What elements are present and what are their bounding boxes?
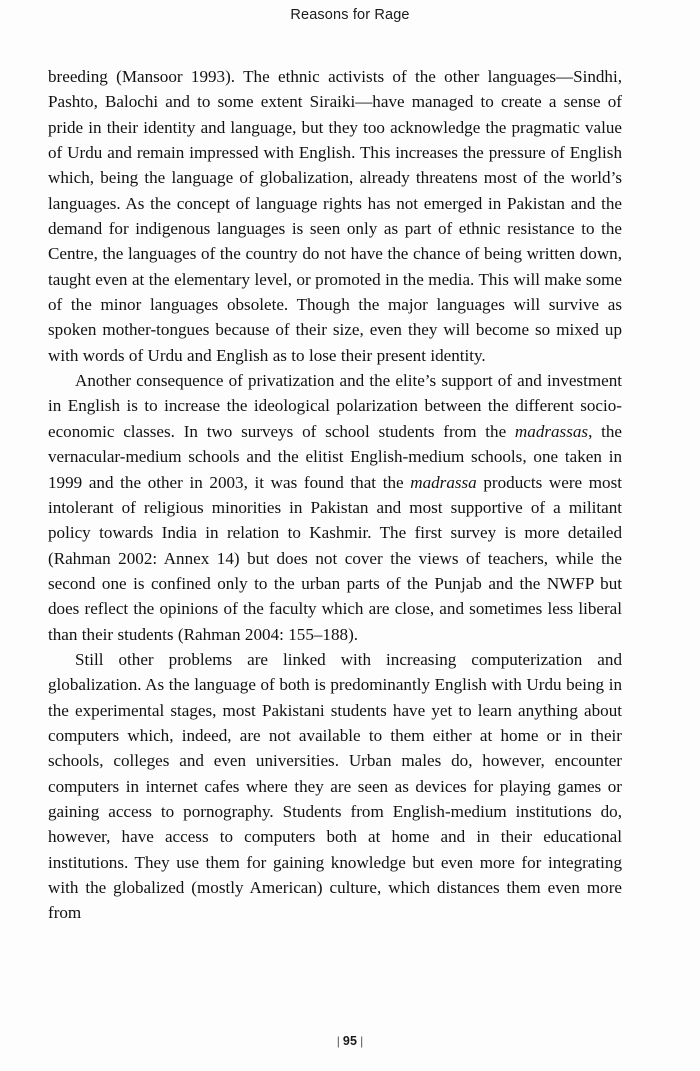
page-number: 95 [342,1034,358,1048]
italic-term-madrassa: madrassa [410,472,477,492]
page-folio [0,1033,700,1049]
running-head: Reasons for Rage [290,7,410,23]
body-text-column [48,64,622,926]
paragraph-2-segment-3: products were most intolerant of religious minorities in Pakistan and most supportive of a militant policy towards India in relation to Kashmir. The first survey is more detailed (Rahman 2002: Annex 14) but does not cover the views of teachers, while the second one is confined only to the urban parts of the Punjab and the NWFP but does reflect the opinions of the faculty which are close, and sometimes less liberal than their students (Rahman 2004: 155–188). [48,472,622,644]
italic-term-madrassas: madrassas [514,421,589,441]
paragraph-2 [48,368,622,647]
paragraph-1: breeding (Mansoor 1993). The ethnic activists of the other languages—Sindhi, Pashto, Balochi and to some extent Siraiki—have managed to create a sense of pride in their identity and language, but they too acknowledge the pragmatic value of Urdu and remain impressed with English. This increases the pressure of English which, being the language of globalization, already threatens most of the world’s languages. As the concept of language rights has not emerged in Pakistan and the demand for indigenous languages is seen only as part of ethnic resistance to the Centre, the languages of the country do not have the chance of being written down, taught even at the elementary level, or promoted in the media. This will make some of the minor languages obsolete. Though the major languages will survive as spoken mother-tongues because of their size, even they will become so mixed up with words of Urdu and English as to lose their present identity. [48,67,622,365]
paragraph-2-segment-1: Another consequence of privatization and the elite’s support of and investment in English is to increase the ideological polarization between the different socio-economic classes. In two surveys of school students from the [48,371,622,441]
paragraph-2-segment-2: , the vernacular-medium schools and the elitist English-medium schools, one taken in 1999 and the other in 2003, it was found that the [48,421,622,492]
folio-left-rule: | [336,1034,340,1048]
paragraph-3: Still other problems are linked with increasing computerization and globalization. As the language of both is predominantly English with Urdu being in the experimental stages, most Pakistani students have yet to learn anything about computers which, indeed, are not available to them either at home or in their schools, colleges and even universities. Urban males do, however, encounter computers in internet cafes where they are seen as devices for playing games or gaining access to pornography. Students from English-medium institutions do, however, have access to computers both at home and in their educational institutions. They use them for gaining knowledge but even more for integrating with the globalized (mostly American) culture, which distances them even more from [48,649,622,923]
folio-right-rule: | [360,1034,364,1048]
